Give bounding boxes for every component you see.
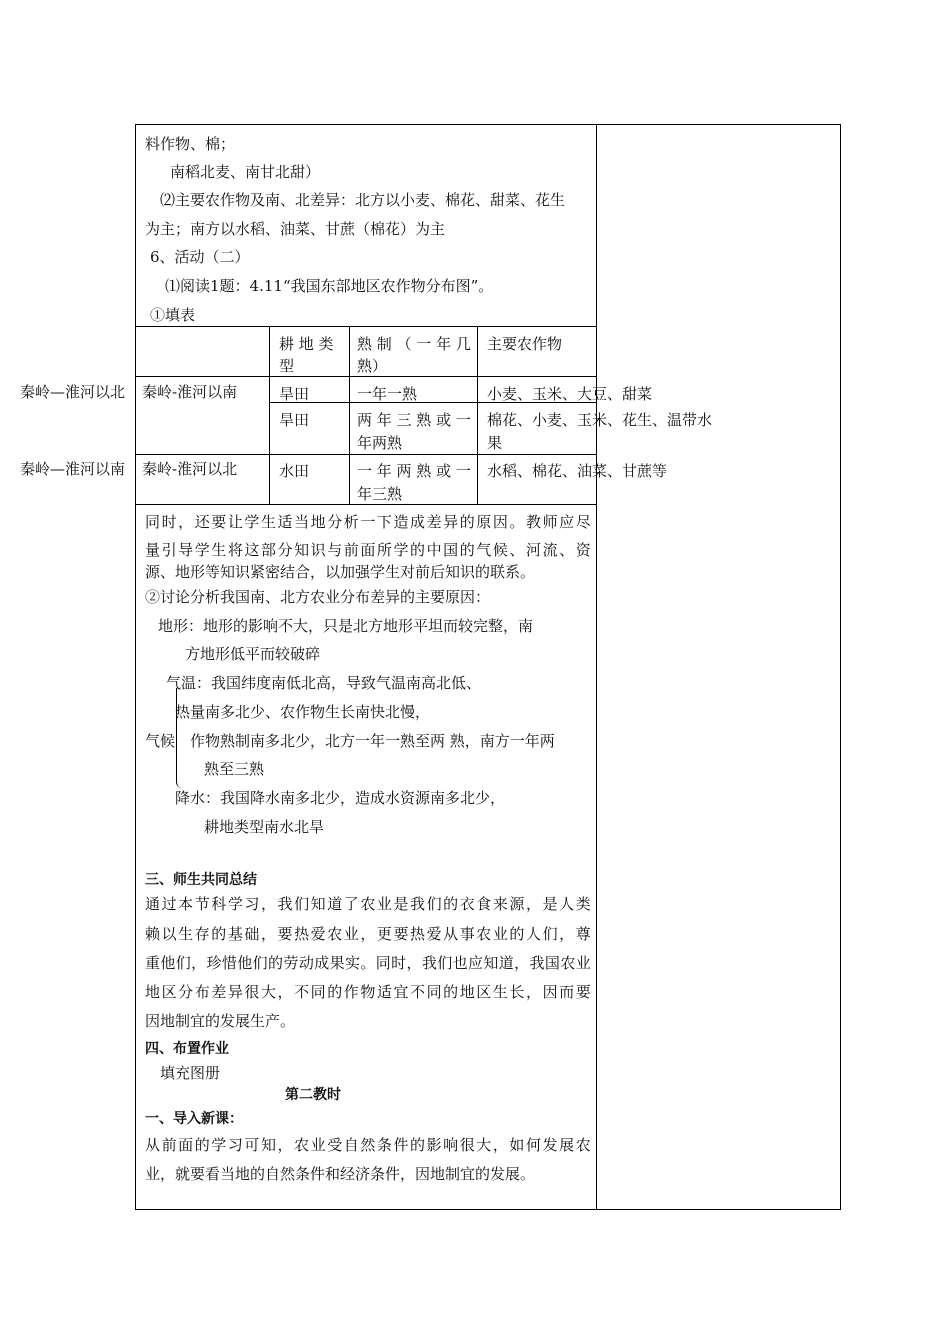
row-maturity: 一 年 两 熟 或 一 (357, 462, 471, 480)
row-land: 水田 (279, 462, 310, 480)
text-line: 降水：我国降水南多北少，造成水资源南多北少， (175, 789, 506, 807)
section-heading: 四、布置作业 (145, 1041, 229, 1057)
text-line: 耕地类型南水北旱 (204, 818, 325, 836)
side-label: 秦岭—淮河以北 (20, 383, 126, 401)
text-line: ⑵主要农作物及南、北差异：北方以小麦、棉花、甜菜、花生 (160, 191, 566, 209)
activity-heading: 6、活动（二） (150, 248, 250, 266)
row-crops: 棉花、小麦、玉米、花生、温带水 (487, 411, 713, 429)
text-line: 源、地形等知识紧密结合，以加强学生对前后知识的联系。 (145, 563, 536, 581)
row-crops: 小麦、玉米、大豆、甜菜 (487, 385, 653, 403)
text-line: ②讨论分析我国南、北方农业分布差异的主要原因： (145, 588, 491, 606)
text-line: 业，就要看当地的自然条件和经济条件，因地制宜的发展。 (145, 1165, 536, 1183)
text-line: 地形：地形的影响不大，只是北方地形平坦而较完整，南 (158, 617, 534, 635)
text-line: ⑴阅读1题：4.11“我国东部地区农作物分布图”。 (165, 277, 494, 295)
row-maturity: 两 年 三 熟 或 一 (357, 411, 471, 429)
text-line: 从前面的学习可知，农业受自然条件的影响很大，如何发展农 (145, 1136, 591, 1154)
row-region: 秦岭-淮河以南 (142, 383, 238, 401)
row-maturity: 年两熟 (357, 434, 403, 452)
text-line: 通过本节科学习，我们知道了农业是我们的衣食来源，是人类 (145, 895, 591, 913)
section-heading: 三、师生共同总结 (145, 872, 257, 888)
row-land: 旱田 (279, 385, 310, 403)
column-divider (596, 124, 597, 1210)
text-line: 熟至三熟 (204, 760, 265, 778)
text-line: 方地形低平而较破碎 (185, 645, 321, 663)
row-crops: 水稻、棉花、油菜、甘蔗等 (487, 462, 668, 480)
text-line: 赖以生存的基础，要热爱农业，更要热爱从事农业的人们，尊 (145, 925, 591, 943)
text-line: 为主；南方以水稻、油菜、甘蔗（棉花）为主 (145, 220, 446, 238)
header-land-type-line2: 型 (279, 357, 295, 375)
row-region: 秦岭-淮河以北 (142, 460, 238, 478)
text-line: 作物熟制南多北少，北方一年一熟至两 熟，南方一年两 (190, 732, 555, 750)
text-line: 热量南多北少、农作物生长南快北慢， (175, 703, 431, 721)
text-line: 气温：我国纬度南低北高，导致气温南高北低、 (166, 674, 482, 692)
header-land-type-line1: 耕 地 类 (279, 335, 334, 353)
text-line: 南稻北麦、南甘北甜） (170, 163, 321, 181)
header-crops: 主要农作物 (487, 335, 563, 353)
row-land: 旱田 (279, 411, 310, 429)
row-maturity: 年三熟 (357, 485, 403, 503)
climate-label: 气候 (145, 732, 176, 750)
brace-bracket (176, 688, 187, 788)
header-maturity-line2: 熟） (357, 357, 388, 375)
text-line: 重他们，珍惜他们的劳动成果实。同时，我们也应知道，我国农业 (145, 954, 591, 972)
row-crops: 果 (487, 434, 503, 452)
header-maturity-line1: 熟 制 （ 一 年 几 (357, 335, 471, 353)
homework-text: 填充图册 (160, 1064, 221, 1082)
text-line: 同时，还要让学生适当地分析一下造成差异的原因。教师应尽 (145, 513, 591, 531)
text-line: 量引导学生将这部分知识与前面所学的中国的气候、河流、资 (145, 541, 591, 559)
text-line: 因地制宜的发展生产。 (145, 1012, 296, 1030)
lesson-title: 第二教时 (285, 1087, 341, 1103)
text-line: 料作物、棉； (145, 135, 236, 153)
side-label: 秦岭—淮河以南 (20, 460, 126, 478)
row-maturity: 一年一熟 (357, 385, 418, 403)
text-line: 地区分布差异很大，不同的作物适宜不同的地区生长，因而要 (145, 983, 591, 1001)
section-heading: 一、导入新课： (145, 1111, 243, 1127)
text-line: ①填表 (150, 306, 196, 324)
